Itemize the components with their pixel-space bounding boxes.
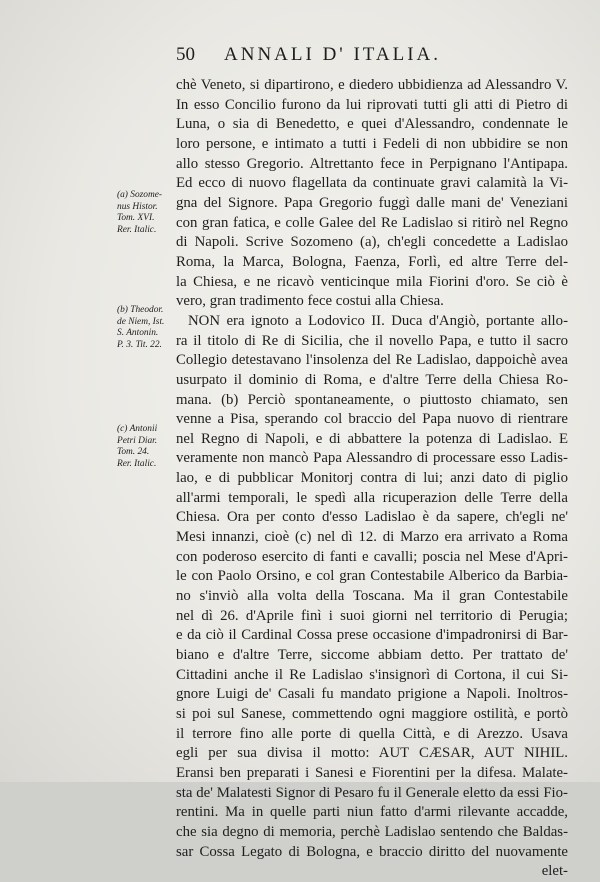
text-line: Collegio detestavano l'insolenza del Re Ladislao, dappoichè avea (176, 352, 568, 369)
text-line: che sia degno di memoria, perchè Ladislao sentendo che Baldas- (176, 823, 568, 840)
text-line: vero, gran tradimento fece costui alla Chiesa. (176, 293, 444, 310)
text-line: nel Regno di Napoli, e di abbattere la potenza di Ladislao. E (176, 430, 568, 447)
text-line: le con Paolo Orsino, e col gran Contestabile Alberico da Barbia- (176, 568, 568, 585)
text-line: si poi sul Sanese, commettendo ogni maggiore ostilità, e portò (176, 706, 568, 722)
marginal-note-b (117, 305, 175, 352)
text-line: sar Cossa Legato di Bologna, e braccio diritto del nuovamente (176, 843, 568, 860)
marginal-note-c (117, 424, 175, 471)
text-line: di Napoli. Scrive Sozomeno (a), ch'egli concedette a Ladislao (176, 234, 568, 251)
text-line: Roma, la Marca, Bologna, Faenza, Forlì, ed altre Terre del- (176, 253, 568, 270)
text-line: Cittadini anche il Re Ladislao s'insignorì di Cortona, il cui Si- (176, 666, 568, 683)
text-line: Ed ecco di nuovo flagellata da continuate gravi calamità la Vi- (176, 175, 568, 192)
text-line: con poderoso esercito di fanti e cavalli; poscia nel Mese d'Apri- (176, 548, 568, 565)
marginal-line: nus Histor. (117, 201, 158, 212)
text-line: la Chiesa, e ne ricavò venticinque mila Fiorini d'oro. Se ciò è (176, 273, 568, 290)
marginal-line: S. Antonin. (117, 328, 159, 339)
text-line: Eransi ben preparati i Sanesi e Fiorentini per la difesa. Malate- (176, 764, 568, 781)
text-line: rentini. Ma in quelle parti niun fatto d'armi rilevante accadde, (176, 804, 568, 821)
marginal-line: Rer. Italic. (117, 225, 157, 236)
marginal-line: de Niem, Ist. (117, 316, 165, 327)
text-line: biano e d'altre Terre, siccome abbiam detto. Per trattato de' (176, 647, 568, 664)
text-line: e da ciò il Cardinal Cossa prese occasione d'impadronirsi di Bar- (176, 627, 568, 644)
text-line: lao, e di pubblicar Monitorj contra di lui; anzi dato di piglio (176, 470, 568, 487)
main-text (176, 76, 568, 882)
text-line: il terrore fino alle porte di quella Città, e di Arezzo. Usava (176, 725, 568, 742)
paragraph-start-line: NON era ignoto a Lodovico II. Duca d'Angiò, portante allo- (188, 312, 568, 329)
text-line: sta de' Malatesti Signor di Pesaro fu il Generale eletto da essi Fio- (176, 784, 568, 801)
text-line: Chiesa. Ora per conto d'esso Ladislao è da sapere, ch'egli ne' (176, 509, 568, 526)
text-line: Mesi innanzi, cioè (c) nel dì 12. di Marzo era arrivato a Roma (176, 529, 568, 546)
marginal-line: P. 3. Tit. 22. (117, 340, 162, 351)
page-number: 50 (176, 44, 195, 65)
marginal-line: Tom. XVI. (117, 213, 155, 224)
marginal-note-a (117, 190, 175, 237)
marginal-line: (a) Sozome- (117, 190, 163, 200)
text-line: con gran fatica, e colle Galee del Re Ladislao si ritirò nel Regno (176, 214, 568, 231)
text-line: no s'inviò alla volta della Toscana. Ma il gran Contestabile (176, 588, 568, 605)
text-line: mana. (b) Perciò spontaneamente, o piuttosto chiamato, sen (176, 391, 568, 408)
marginal-line: (b) Theodor. (117, 305, 164, 315)
catchword: elet- (541, 863, 568, 880)
text-line: nel dì 26. d'Aprile finì i suoi giorni nel territorio di Perugia; (176, 607, 568, 624)
text-line: chè Veneto, si dipartirono, e diedero ubbidienza ad Alessandro V. (176, 77, 568, 93)
marginal-line: Petri Diar. (117, 435, 158, 446)
page-header (0, 44, 600, 68)
text-line: all'armi temporali, le spedì alla ricuperazion delle Terre della (176, 489, 568, 506)
text-line: loro persone, e intimato a tutti i Fedeli di non ubbidire se non (176, 135, 568, 152)
text-line: gna del Signore. Papa Gregorio fuggì dalle mani de' Veneziani (176, 194, 568, 211)
text-line: usurpato il dominio di Roma, e d'altre Terre della Chiesa Ro- (176, 371, 568, 388)
marginal-line: (c) Antonii (117, 424, 158, 434)
text-line: egli per sua divisa il motto: AUT CÆSAR, AUT NIHIL. (176, 745, 568, 762)
text-line: venne a Pisa, sperando col braccio del Papa nuovo di rientrare (176, 411, 568, 428)
text-line: ra il titolo di Re di Sicilia, che il novello Papa, e tutto il sacro (176, 332, 568, 349)
marginal-line: Rer. Italic. (117, 459, 157, 470)
text-line: gnore Luigi de' Casali fu mandato prigione a Napoli. Inoltros- (176, 686, 568, 703)
text-line: veramente non mancò Papa Alessandro di processare esso Ladis- (176, 450, 568, 467)
marginal-line: Tom. 24. (117, 447, 150, 458)
text-line: allo stesso Gregorio. Altrettanto fece in Perpignano l'Antipapa. (176, 155, 568, 172)
running-title: ANNALI D' ITALIA. (224, 44, 441, 65)
text-line: In esso Concilio furono da lui riprovati tutti gli atti di Pietro di (176, 96, 568, 113)
text-line: Luna, o sia di Benedetto, e quei d'Alessandro, condennate le (176, 116, 568, 133)
